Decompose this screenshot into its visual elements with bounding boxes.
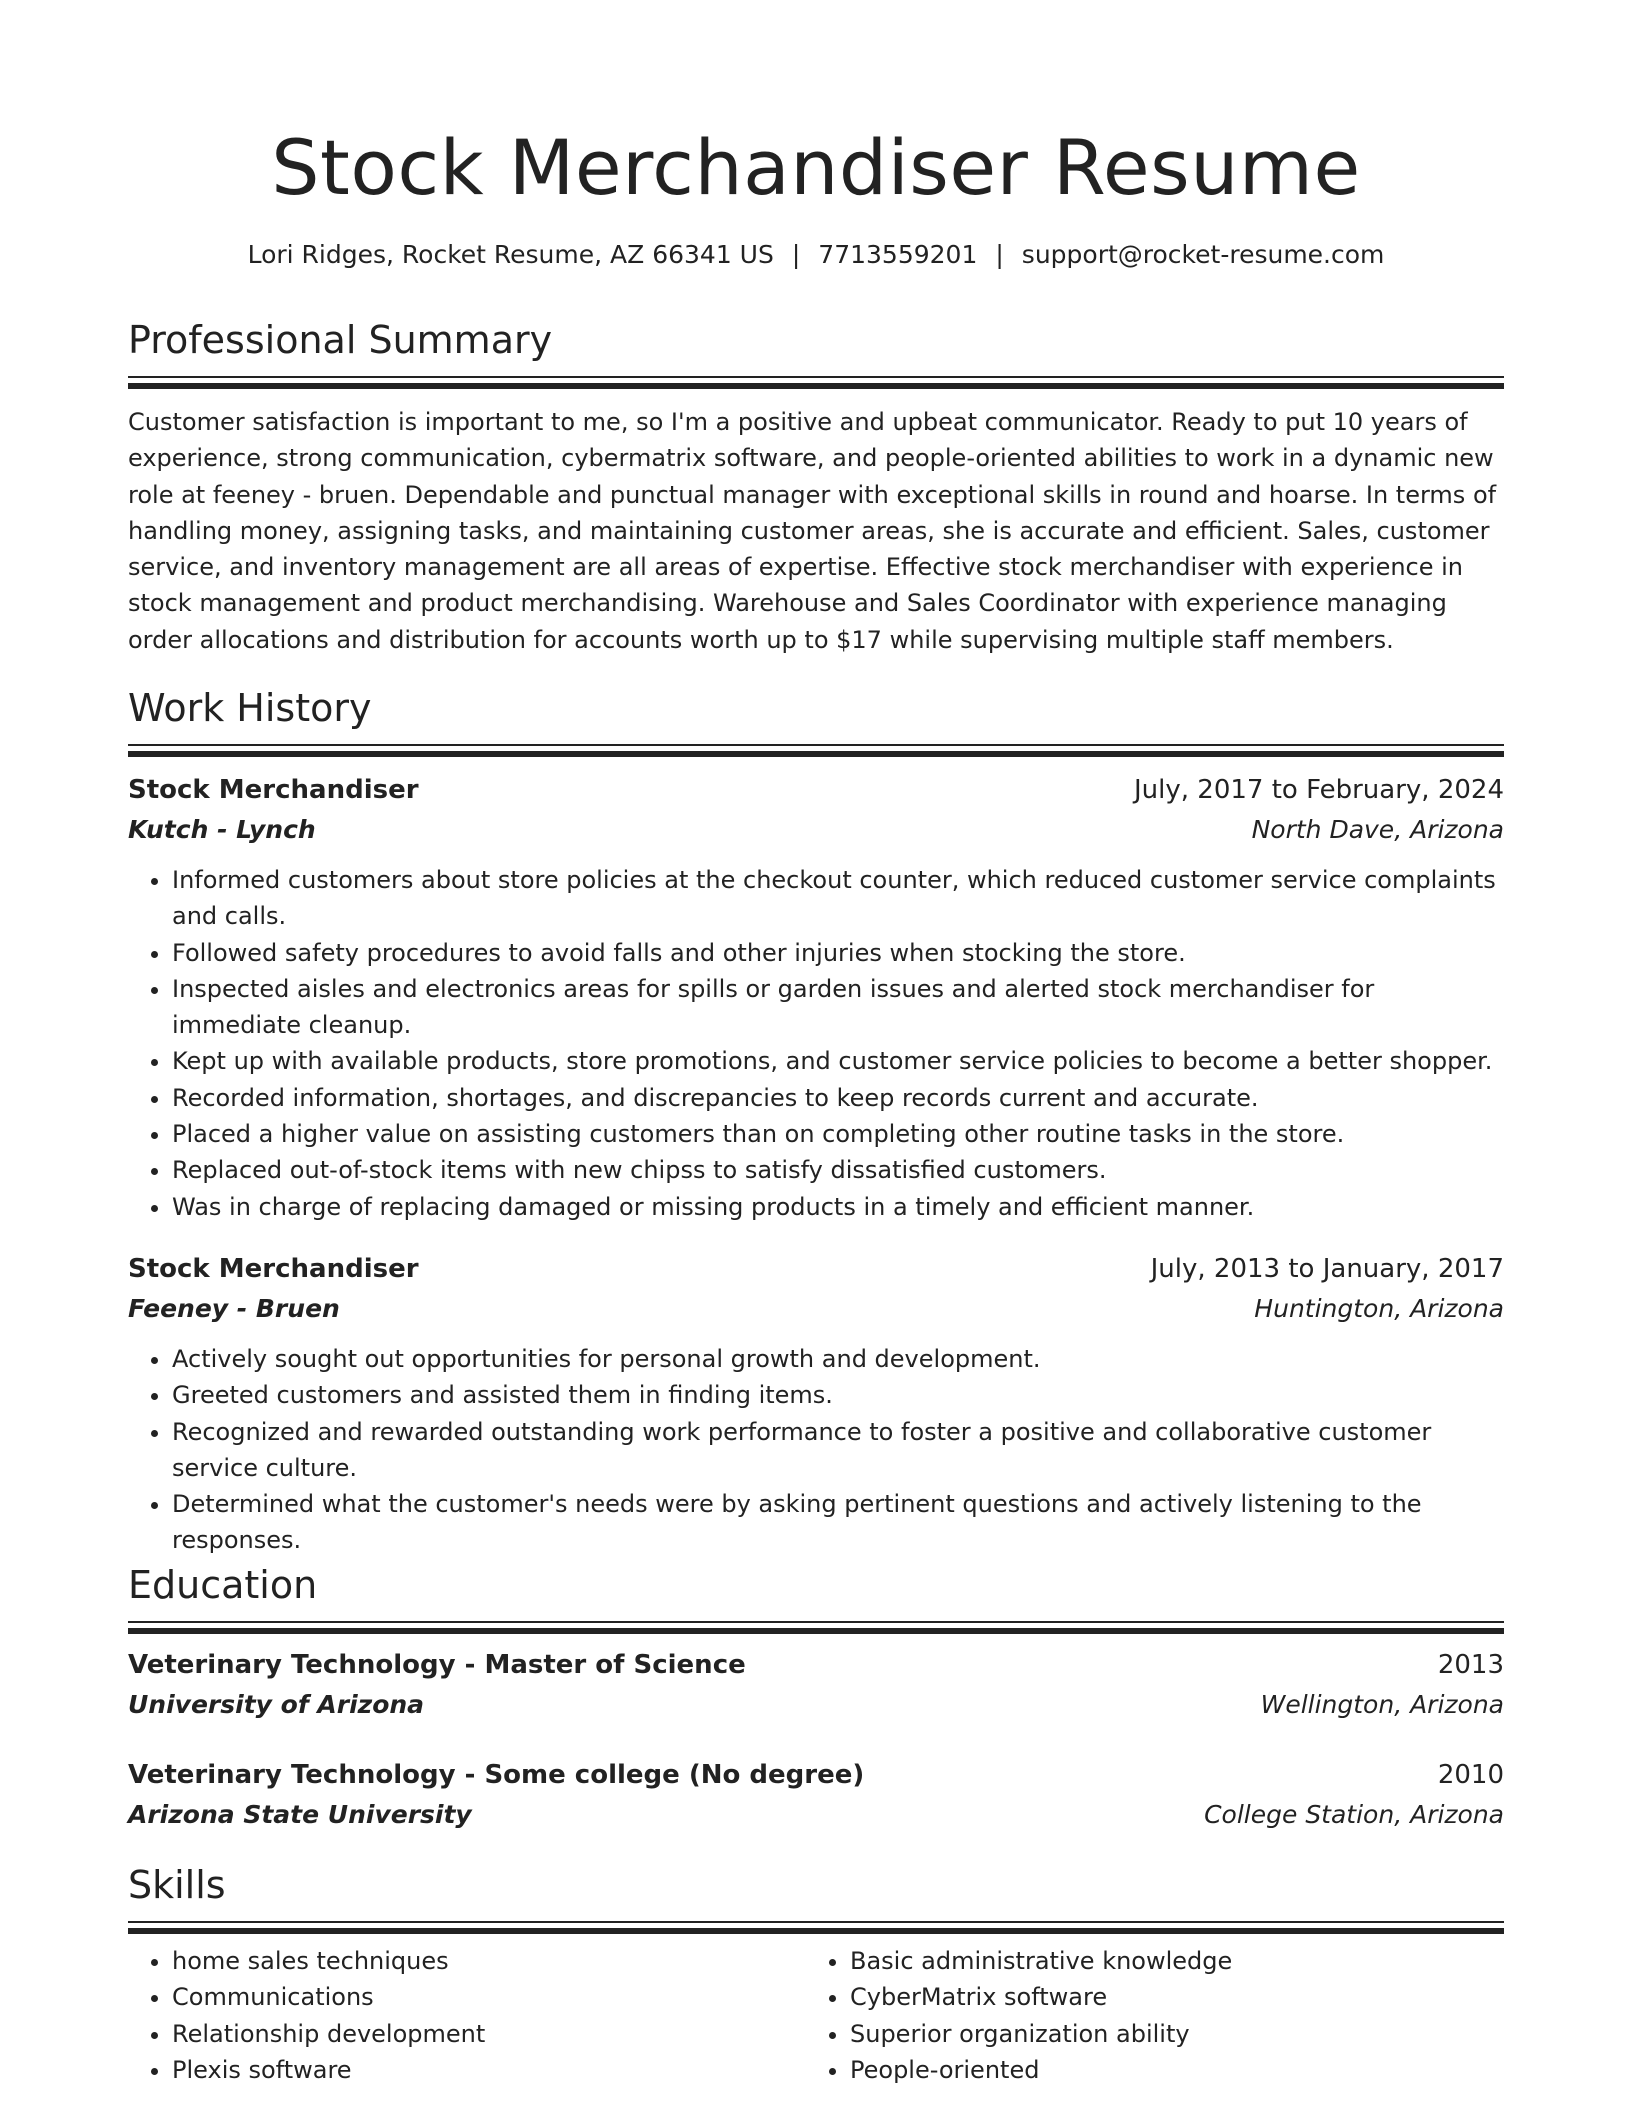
list-item: • Actively sought out opportunities for personal growth and development. (172, 1341, 1504, 1377)
education-year: 2013 (1437, 1650, 1504, 1680)
contact-email: support@rocket-resume.com (1021, 240, 1385, 269)
skills-section (128, 1861, 1504, 2088)
skills-list-right (806, 1943, 1484, 2088)
job-entry (128, 1249, 1504, 1559)
skills-grid (128, 1943, 1504, 2088)
education-degree: Veterinary Technology - Master of Science (128, 1650, 746, 1680)
section-heading-work: Work History (128, 686, 372, 730)
list-item: • Basic administrative knowledge (850, 1943, 1484, 1979)
list-item: • Kept up with available products, store promotions, and customer service policies to become a better shopper. (172, 1043, 1504, 1079)
list-item: • Relationship development (172, 2016, 806, 2052)
job-title: Stock Merchandiser (128, 1253, 419, 1284)
section-divider (128, 744, 1504, 756)
list-item: • People-oriented (850, 2052, 1484, 2088)
section-heading-skills: Skills (128, 1863, 226, 1907)
skills-list-left (128, 1943, 806, 2088)
list-item: • Placed a higher value on assisting customers than on completing other routine tasks in the store. (172, 1116, 1504, 1152)
list-item: • Replaced out-of-stock items with new chipss to satisfy dissatisfied customers. (172, 1152, 1504, 1188)
education-entry (128, 1645, 1504, 1725)
resume-title: Stock Merchandiser Resume (271, 123, 1361, 212)
job-location: North Dave, Arizona (1251, 815, 1504, 844)
contact-phone: 7713559201 (818, 240, 978, 269)
summary-text: Customer satisfaction is important to me, so I'm a positive and upbeat communicator. Ready to put 10 years of experience, strong communication, cybermatrix software, and people-oriented abilities to work in a dynamic new role at feeney - bruen. Dependable and punctual manager with exceptional skills in round and hoarse. In terms of handling money, assigning tasks, and maintaining customer areas, she is accurate and efficient. Sales, customer service, and inventory management are all areas of expertise. Effective stock merchandiser with experience in stock management and product merchandising. Warehouse and Sales Coordinator with experience managing order allocations and distribution for accounts worth up to $17 while supervising multiple staff members. (128, 408, 1497, 654)
contact-line (128, 238, 1504, 272)
job-title: Stock Merchandiser (128, 775, 419, 805)
job-entry (128, 770, 1504, 1225)
work-history-section (128, 684, 1504, 1559)
section-divider (128, 376, 1504, 388)
education-location: Wellington, Arizona (1260, 1690, 1504, 1719)
education-entry (128, 1755, 1504, 1835)
job-duties-list (128, 1341, 1504, 1559)
list-item: • Recognized and rewarded outstanding work performance to foster a positive and collaborative customer service culture. (172, 1414, 1504, 1487)
job-duties-list (128, 862, 1504, 1225)
job-company: Kutch - Lynch (128, 815, 316, 844)
education-section (128, 1561, 1504, 1835)
education-school: University of Arizona (128, 1690, 425, 1719)
section-heading-education: Education (128, 1563, 318, 1607)
list-item: • Recorded information, shortages, and discrepancies to keep records current and accurate. (172, 1080, 1504, 1116)
job-company: Feeney - Bruen (128, 1293, 340, 1323)
contact-address: Lori Ridges, Rocket Resume, AZ 66341 US (247, 240, 774, 269)
list-item: • Determined what the customer's needs were by asking pertinent questions and actively listening to the responses. (172, 1486, 1504, 1559)
list-item: • Followed safety procedures to avoid falls and other injuries when stocking the store. (172, 935, 1504, 971)
section-heading-summary: Professional Summary (128, 318, 553, 362)
education-school: Arizona State University (128, 1800, 472, 1829)
summary-section (128, 316, 1504, 658)
list-item: • CyberMatrix software (850, 1979, 1484, 2015)
education-location: College Station, Arizona (1204, 1800, 1504, 1829)
list-item: • home sales techniques (172, 1943, 806, 1979)
list-item: • Plexis software (172, 2052, 806, 2088)
list-item: • Communications (172, 1979, 806, 2015)
job-dates: July, 2017 to February, 2024 (1134, 775, 1504, 805)
list-item: • Superior organization ability (850, 2016, 1484, 2052)
job-location: Huntington, Arizona (1254, 1293, 1504, 1323)
contact-separator: | (995, 240, 1004, 269)
job-dates: July, 2013 to January, 2017 (1150, 1253, 1504, 1284)
list-item: • Informed customers about store policies at the checkout counter, which reduced customer service complaints and calls. (172, 862, 1504, 935)
list-item: • Greeted customers and assisted them in finding items. (172, 1377, 1504, 1413)
education-year: 2010 (1437, 1760, 1504, 1790)
contact-separator: | (791, 240, 801, 269)
education-degree: Veterinary Technology - Some college (No degree) (128, 1760, 865, 1790)
list-item: • Was in charge of replacing damaged or missing products in a timely and efficient manner. (172, 1189, 1504, 1225)
section-divider (128, 1621, 1504, 1633)
list-item: • Inspected aisles and electronics areas for spills or garden issues and alerted stock merchandiser for immediate cleanup. (172, 971, 1504, 1044)
section-divider (128, 1921, 1504, 1933)
